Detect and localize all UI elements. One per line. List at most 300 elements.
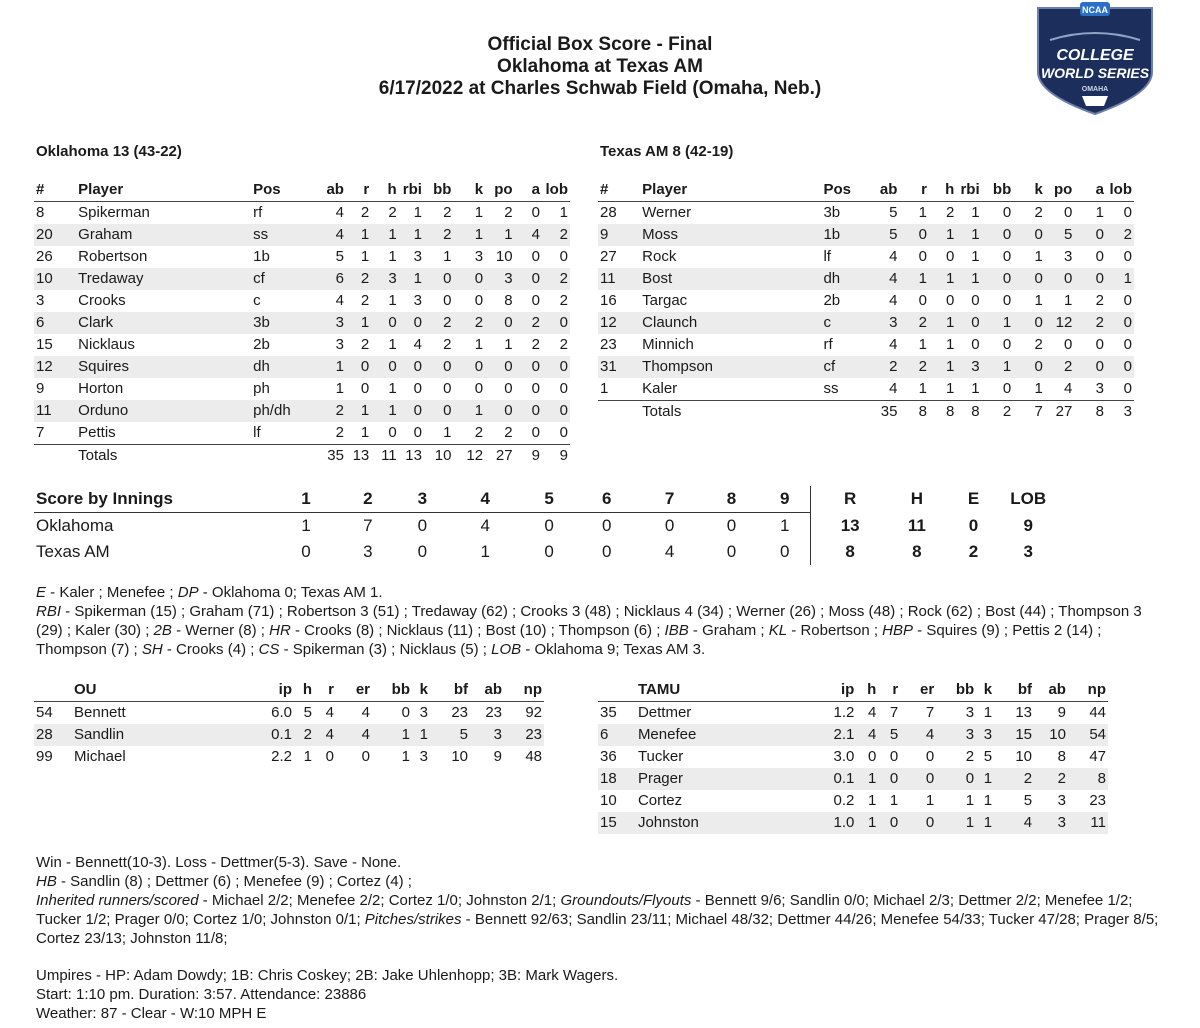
pitching-column-header: h [294, 679, 314, 702]
player-cell: 0 [1013, 312, 1045, 334]
pitching-column-header: k [412, 679, 430, 702]
inning-total: 3 [1023, 542, 1033, 561]
inning-header: 3 [395, 486, 451, 513]
player-cell: 5 [1045, 224, 1075, 246]
player-cell: 0 [559, 248, 568, 265]
pitcher-cell: 3 [419, 748, 428, 765]
player-cell: 2 [316, 400, 346, 422]
logo-line2: WORLD SERIES [1040, 65, 1150, 81]
note-text: - Robertson ; [787, 622, 883, 639]
pitching-column-header: h [856, 679, 878, 702]
player-cell: 0 [1095, 336, 1104, 353]
player-cell: 1 [371, 400, 398, 422]
player-row [598, 334, 1134, 356]
player-cell: ph [253, 380, 270, 397]
inning-score: 0 [726, 516, 737, 535]
note-label: DP [177, 584, 199, 601]
batting-column-header: lob [542, 179, 570, 202]
player-cell: 6 [34, 312, 76, 334]
pitcher-cell: 9 [493, 748, 502, 765]
batting-column-header: ab [316, 179, 346, 202]
inning-score: 4 [664, 542, 675, 561]
player-cell: 3 [485, 268, 515, 290]
player-cell: 3 [474, 248, 484, 265]
note-label: Pitches/strikes [364, 911, 462, 928]
batting-column-header: rbi [399, 179, 424, 202]
inning-score: 3 [363, 542, 373, 561]
player-cell: dh [821, 268, 869, 290]
inning-score: 0 [664, 516, 675, 535]
game-info-line: Umpires - HP: Adam Dowdy; 1B: Chris Coskey; 2B: Jake Uhlenhopp; 3B: Mark Wagers. [36, 967, 619, 984]
player-cell: 4 [316, 224, 346, 246]
pitcher-cell: 1 [976, 768, 994, 790]
note-line [36, 891, 1166, 948]
pitcher-cell: 10 [1015, 748, 1033, 765]
batting-column-header: po [1045, 179, 1075, 202]
player-cell: 1 [399, 268, 424, 290]
player-cell: 0 [1064, 204, 1073, 221]
player-cell: 2 [388, 204, 397, 221]
totals-cell: 2 [982, 401, 1014, 424]
player-cell: 2 [474, 424, 484, 441]
player-cell: 1 [918, 204, 927, 221]
game-info [36, 966, 1166, 1023]
player-row [34, 290, 570, 312]
player-cell: 0 [1123, 248, 1132, 265]
batting-header-row [34, 179, 570, 202]
pitcher-cell: 0 [900, 768, 936, 790]
totals-cell: 11 [371, 445, 398, 468]
inning-total: 0 [968, 515, 979, 535]
totals-cell: 8 [956, 401, 981, 424]
player-cell: 2 [360, 336, 370, 353]
pitcher-cell: 4 [867, 704, 877, 721]
note-text: - Squires (9) ; Pettis 2 (14) ; Thompson (7) ; [36, 622, 1102, 658]
batting-column-header: # [598, 179, 640, 202]
player-cell: 4 [515, 224, 542, 246]
player-cell: 0 [424, 356, 454, 378]
player-cell: 1 [600, 380, 609, 397]
player-cell: 0 [531, 380, 540, 397]
pitcher-cell: 11 [1068, 812, 1108, 834]
player-cell: 1b [253, 248, 270, 265]
note-text: - Spikerman (15) ; Graham (71) ; Robertson 3 (51) ; Tredaway (62) ; Crooks 3 (48) ; Nicklaus 4 (34) ; Werner (26) ; Moss (48) ; Rock (62) ; Bost (44) ; Thompson 3 (29) ; Kaler (30) ; [36, 603, 1142, 639]
pitcher-cell: 3 [419, 704, 428, 721]
pitcher-cell: 1 [401, 748, 410, 765]
player-cell: 2 [443, 204, 452, 221]
innings-team: Oklahoma [36, 516, 114, 535]
player-cell: 0 [485, 356, 515, 378]
pitcher-cell: 23 [504, 724, 544, 746]
player-cell: 1 [388, 336, 397, 353]
pitching-column-header: r [314, 679, 336, 702]
pitcher-cell: 0 [900, 812, 936, 834]
pitcher-cell: 4 [361, 704, 370, 721]
player-row [598, 356, 1134, 378]
pitcher-cell: 35 [600, 704, 617, 721]
pitcher-cell: 2 [965, 748, 975, 765]
player-cell: 1 [945, 380, 955, 397]
player-cell: 1 [971, 204, 980, 221]
note-label: HR [269, 622, 291, 639]
inning-header: 5 [520, 486, 578, 513]
pitcher-cell: 7 [889, 704, 899, 721]
batting-column-header: r [346, 179, 371, 202]
player-cell: 1 [971, 380, 980, 397]
pitcher-cell: 1.2 [833, 704, 855, 721]
player-cell: cf [821, 356, 869, 378]
pitcher-cell: 47 [1089, 748, 1106, 765]
pitching-column-header: bf [430, 679, 470, 702]
pitcher-cell: 0 [878, 812, 900, 834]
pitcher-cell: 15 [598, 812, 636, 834]
player-cell: 1 [388, 292, 397, 309]
player-cell: Moss [640, 224, 821, 246]
batting-column-header: Player [640, 179, 821, 202]
pitcher-cell: 1 [936, 812, 976, 834]
inning-total: 13 [840, 515, 860, 535]
player-cell: 2 [1045, 356, 1075, 378]
player-cell: 2 [504, 204, 513, 221]
player-cell: Robertson [78, 248, 148, 265]
batting-column-header: k [453, 179, 485, 202]
player-cell: 0 [531, 292, 540, 309]
player-cell: 2 [504, 424, 513, 441]
player-cell: 1 [929, 312, 956, 334]
totals-cell: 8 [1074, 401, 1106, 424]
player-row [34, 246, 570, 268]
inning-score: 0 [726, 542, 737, 561]
pitcher-cell: 8 [1068, 768, 1108, 790]
player-cell: Claunch [640, 312, 821, 334]
pitcher-cell: 3 [976, 724, 994, 746]
player-cell: 3 [413, 292, 422, 309]
player-cell: 0 [346, 356, 371, 378]
player-cell: 4 [335, 292, 344, 309]
player-cell: 2 [453, 312, 485, 334]
player-cell: 2 [346, 268, 371, 290]
player-cell: 1 [485, 224, 515, 246]
note-label: Inherited runners/scored [36, 892, 199, 909]
note-label: SH [141, 641, 163, 658]
pitcher-cell: 23 [485, 704, 502, 721]
player-cell: 4 [870, 268, 900, 290]
pitcher-cell: 1 [889, 792, 899, 809]
note-label: HB [36, 873, 57, 890]
player-cell: 0 [474, 292, 484, 309]
player-cell: 4 [889, 292, 898, 309]
player-cell: 0 [956, 312, 981, 334]
player-cell: 0 [1002, 204, 1012, 221]
pitcher-cell: 3 [965, 704, 975, 721]
player-cell: 1 [474, 204, 484, 221]
player-cell: 2 [1095, 292, 1104, 309]
player-cell: 1 [971, 248, 980, 265]
player-cell: 1 [929, 224, 956, 246]
player-cell: rf [253, 204, 263, 221]
player-cell: 0 [1074, 224, 1106, 246]
inning-score: 0 [602, 542, 612, 561]
inning-score: 1 [759, 513, 811, 540]
player-cell: Targac [642, 292, 688, 309]
inning-header: 1 [271, 486, 341, 513]
pitching-column-header: ab [470, 679, 504, 702]
batting-column-header: bb [982, 179, 1014, 202]
pitching-notes [36, 853, 1166, 948]
pitcher-cell: 5 [430, 724, 470, 746]
player-cell: 1 [1034, 292, 1043, 309]
player-cell: 1 [360, 424, 370, 441]
player-cell: 11 [34, 400, 76, 422]
note-text: Win - Bennett(10-3). Loss - Dettmer(5-3). Save - None. [36, 854, 402, 871]
note-text: - Spikerman (3) ; Nicklaus (5) ; [279, 641, 492, 658]
pitcher-cell: 1 [983, 704, 993, 721]
player-cell: 1 [945, 336, 955, 353]
totals-cell: 13 [399, 445, 424, 468]
pitcher-row [34, 702, 544, 725]
player-row [598, 268, 1134, 290]
pitcher-cell: 3 [936, 724, 976, 746]
pitcher-cell: 54 [1068, 724, 1108, 746]
matchup: Oklahoma at Texas AM [497, 56, 703, 77]
player-row [34, 312, 570, 334]
player-cell: 0 [531, 204, 540, 221]
player-cell: 0 [971, 336, 980, 353]
player-cell: 0 [1002, 292, 1012, 309]
pitcher-cell: 6.0 [271, 704, 292, 721]
player-cell: 1 [929, 268, 956, 290]
player-cell: 1 [388, 248, 397, 265]
totals-cell: 12 [453, 445, 485, 468]
player-cell: 1 [1106, 268, 1134, 290]
player-cell: 28 [600, 204, 617, 221]
player-cell: 0 [1106, 312, 1134, 334]
pitcher-row [598, 790, 1108, 812]
totals-header: H [910, 489, 923, 509]
inning-header: 2 [341, 486, 395, 513]
player-row [34, 224, 570, 246]
player-cell: 0 [1013, 356, 1045, 378]
player-row [598, 378, 1134, 401]
player-cell: 0 [531, 424, 540, 441]
pitcher-cell: 2.2 [271, 748, 292, 765]
inning-score: 0 [602, 516, 612, 535]
pitcher-cell: 15 [994, 724, 1034, 746]
totals-cell: 10 [424, 445, 454, 468]
player-cell: 0 [1123, 292, 1132, 309]
inning-score: 1 [480, 542, 490, 561]
pitcher-cell: 2 [994, 768, 1034, 790]
inning-score: 0 [759, 539, 811, 565]
player-cell: 2 [1034, 204, 1043, 221]
player-cell: 0 [388, 424, 397, 441]
player-cell: 0 [982, 224, 1014, 246]
batting-column-header: lob [1106, 179, 1134, 202]
player-cell: 0 [559, 424, 568, 441]
pitcher-cell: 48 [525, 748, 542, 765]
inning-total: 2 [968, 542, 979, 561]
player-cell: 1 [388, 380, 397, 397]
player-cell: Tredaway [76, 268, 251, 290]
player-cell: 1 [399, 224, 424, 246]
batting-column-header: a [515, 179, 542, 202]
home-team-title: Texas AM 8 (42-19) [600, 143, 734, 160]
player-cell: Nicklaus [78, 336, 135, 353]
pitcher-cell: 2.1 [831, 724, 856, 746]
pitcher-cell: 1 [412, 724, 430, 746]
player-cell: 3b [251, 312, 316, 334]
batting-header-row [598, 179, 1134, 202]
pitcher-cell: 1.0 [831, 812, 856, 834]
player-cell: 1 [443, 248, 452, 265]
player-cell: 10 [34, 268, 76, 290]
batting-column-header: rbi [956, 179, 981, 202]
inning-score: 0 [544, 516, 554, 535]
player-cell: 2 [335, 424, 344, 441]
innings-team: Texas AM [36, 542, 110, 561]
player-row [34, 334, 570, 356]
totals-cell: Totals [640, 401, 821, 424]
player-cell: 1 [360, 248, 370, 265]
player-cell: 2 [542, 224, 570, 246]
inning-score: 7 [363, 516, 373, 535]
batting-column-header: k [1013, 179, 1045, 202]
player-cell: lf [823, 248, 831, 265]
pitcher-cell: 6 [598, 724, 636, 746]
totals-cell: 27 [1045, 401, 1075, 424]
score-by-innings-table [34, 486, 1054, 565]
player-cell: 0 [1123, 380, 1132, 397]
player-cell: Crooks [78, 292, 126, 309]
innings-label: Score by Innings [34, 486, 271, 513]
totals-cell: 27 [485, 445, 515, 468]
player-cell: 4 [1064, 380, 1073, 397]
player-cell: 0 [399, 356, 424, 378]
player-cell: 0 [515, 400, 542, 422]
player-cell: 1 [453, 224, 485, 246]
pitcher-cell: 2 [294, 724, 314, 746]
note-text: - Crooks (8) ; Nicklaus (11) ; Bost (10) ; Thompson (6) ; [290, 622, 665, 639]
pitching-column-header: np [504, 679, 544, 702]
player-cell: 0 [515, 268, 542, 290]
player-cell: 23 [600, 336, 617, 353]
player-cell: 0 [945, 248, 955, 265]
totals-header: LOB [1010, 489, 1047, 509]
player-cell: 0 [504, 380, 513, 397]
inning-header: 6 [578, 486, 636, 513]
college-world-series-logo [1030, 2, 1160, 118]
player-cell: 4 [413, 336, 422, 353]
player-cell: 16 [600, 292, 617, 309]
player-cell: 3 [36, 292, 45, 309]
inning-score: 1 [301, 516, 311, 535]
player-cell: 1 [1034, 248, 1043, 265]
player-cell: c [253, 292, 261, 309]
totals-cell [251, 445, 316, 468]
totals-row [598, 401, 1134, 424]
player-cell: 2b [253, 336, 270, 353]
player-cell: 2 [899, 312, 929, 334]
pitcher-cell: 92 [525, 704, 542, 721]
player-cell: 0 [971, 292, 980, 309]
player-cell: 1 [559, 204, 568, 221]
player-cell: 1 [918, 336, 927, 353]
player-row [598, 224, 1134, 246]
pitching-column-header: er [900, 679, 936, 702]
totals-cell [821, 401, 869, 424]
totals-cell: 3 [1106, 401, 1134, 424]
logo-top-text: NCAA [1082, 5, 1108, 15]
note-line [36, 853, 1166, 872]
pitcher-cell: 0 [325, 748, 334, 765]
player-cell: dh [251, 356, 316, 378]
player-row [598, 312, 1134, 334]
player-cell: 1 [413, 204, 422, 221]
inning-header: 9 [759, 486, 811, 513]
player-cell: 2 [1034, 336, 1043, 353]
player-cell: c [821, 312, 869, 334]
player-cell: 2 [870, 356, 900, 378]
logo-line3: OMAHA [1081, 86, 1109, 93]
note-label: LOB [491, 641, 522, 658]
pitcher-cell: 4 [856, 724, 878, 746]
player-row [34, 378, 570, 400]
player-cell: 2 [559, 292, 568, 309]
pitcher-cell: 1 [856, 768, 878, 790]
player-cell: 1 [474, 336, 484, 353]
player-cell: Werner [642, 204, 692, 221]
batting-column-header: Pos [251, 179, 316, 202]
player-cell: cf [251, 268, 316, 290]
pitcher-row [598, 812, 1108, 834]
game-info-line: Start: 1:10 pm. Duration: 3:57. Attendance: 23886 [36, 986, 367, 1003]
player-cell: 1 [1034, 380, 1043, 397]
player-cell: 1 [504, 336, 513, 353]
player-cell: 15 [36, 336, 53, 353]
pitcher-cell: 5 [1023, 792, 1033, 809]
batting-column-header: r [899, 179, 929, 202]
player-cell: 9 [36, 380, 45, 397]
player-cell: 0 [399, 400, 424, 422]
player-cell: 2 [559, 336, 568, 353]
player-cell: ph/dh [251, 400, 316, 422]
player-cell: 4 [335, 204, 344, 221]
player-row [34, 400, 570, 422]
player-cell: 5 [889, 204, 898, 221]
player-cell: 5 [335, 248, 344, 265]
pitcher-cell: 0 [936, 768, 976, 790]
pitcher-cell: 23 [451, 704, 468, 721]
player-cell: 0 [453, 268, 485, 290]
pitcher-cell: 0 [878, 768, 900, 790]
player-cell: 3 [870, 312, 900, 334]
pitcher-cell: 1 [983, 792, 993, 809]
player-cell: 1 [346, 224, 371, 246]
player-cell: 0 [542, 400, 570, 422]
home-batting-table [598, 179, 1134, 423]
pitcher-cell: 3.0 [833, 748, 855, 765]
player-cell: 0 [413, 380, 422, 397]
pitcher-cell: 1 [965, 792, 975, 809]
player-row [34, 356, 570, 378]
player-cell: 0 [918, 292, 927, 309]
player-cell: Clark [76, 312, 251, 334]
pitcher-row [598, 724, 1108, 746]
note-text: - Oklahoma 0; Texas AM 1. [198, 584, 383, 601]
pitcher-row [598, 702, 1108, 725]
player-cell: 9 [598, 224, 640, 246]
pitcher-cell: 1 [867, 792, 877, 809]
